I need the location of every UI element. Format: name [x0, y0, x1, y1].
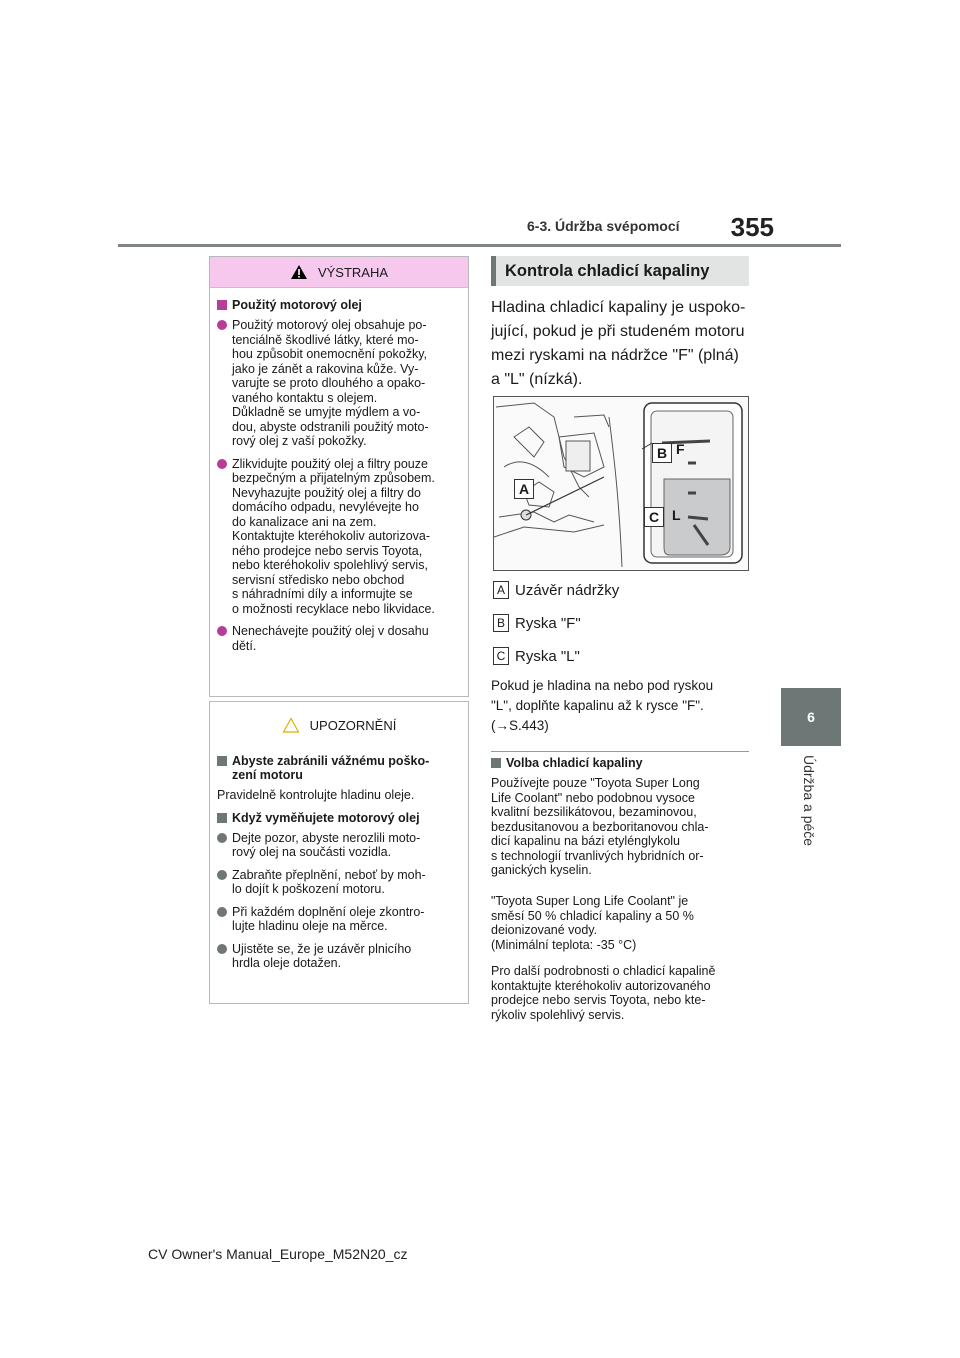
- refill-note: Pokud je hladina na nebo pod ryskou "L", doplňte kapalinu až k rysce "F". (→S.443): [491, 678, 714, 733]
- list-item-text: Dejte pozor, abyste nerozlili moto- rový olej na součásti vozidla.: [232, 830, 421, 859]
- chapter-tab: 6: [781, 688, 841, 746]
- legend-item: [493, 614, 581, 632]
- list-item: [217, 318, 460, 449]
- coolant-reservoir-illustration: [493, 396, 749, 571]
- square-bullet-icon: [217, 756, 227, 766]
- figure-label-a: A: [514, 479, 534, 499]
- legend-item: [493, 647, 580, 665]
- caution-heading-2: [217, 811, 460, 825]
- caution-box: [209, 701, 469, 1004]
- list-item-text: Ujistěte se, že je uzávěr plnicího hrdla oleje dotažen.: [232, 941, 412, 970]
- header-rule: [118, 244, 841, 247]
- figure-mark-l: L: [672, 507, 681, 523]
- list-item: [217, 942, 460, 971]
- warning-title: VÝSTRAHA: [317, 264, 389, 280]
- caution-heading-1-text: Abyste zabránili vážnému poško- zení motoru: [232, 754, 430, 782]
- warning-triangle-icon: [290, 264, 308, 280]
- figure-label-c: C: [644, 507, 664, 527]
- legend-tag: A: [493, 581, 509, 599]
- coolant-sub-heading-text: Volba chladicí kapaliny: [506, 756, 643, 770]
- coolant-paragraph-2: "Toyota Super Long Life Coolant" je směsí 50 % chladicí kapaliny a 50 % deionizované vody. (Minimální teplota: -35 °C): [491, 894, 694, 952]
- round-bullet-icon: [217, 907, 227, 917]
- legend-tag: B: [493, 614, 509, 632]
- warning-heading: [217, 298, 460, 312]
- round-bullet-icon: [217, 944, 227, 954]
- chapter-label-wrap: [781, 755, 841, 875]
- coolant-intro: Hladina chladicí kapaliny je uspoko- jující, pokud je při studeném motoru mezi ryskami na nádržce "F" (plná) a "L" (nízká).: [491, 299, 746, 388]
- list-item-text: Zabraňte přeplnění, neboť by moh- lo dojít k poškození motoru.: [232, 867, 426, 896]
- list-item-text: Použitý motorový olej obsahuje po- tenciálně škodlivé látky, které mo- hou způsobit onemocnění pokožky, jako je zánět a rakovina kůže. Vy- varujte se proto dlouhého a opako- vaného kontaktu s olejem. Důkladně se umyjte mýdlem a vo- dou, abyste odstranili použitý moto- rový olej z vaší pokožky.: [232, 318, 429, 448]
- section-title: 6-3. Údržba svépomocí: [527, 218, 680, 234]
- list-item-text: Zlikvidujte použitý olej a filtry pouze bezpečným a přijatelným způsobem. Nevyhazujte použitý olej a filtry do domácího odpadu, nevylévejte ho do kanalizace ani na zem. Kontaktujte kteréhokoliv autorizova- ného prodejce nebo servis Toyota, nebo kteréhokoliv spolehlivý servis, servisní středisko nebo obchod s náhradními díly a informujte se o možnosti recyklace nebo likvidace.: [232, 456, 435, 616]
- round-bullet-icon: [217, 870, 227, 880]
- caution-title: UPOZORNĚNÍ: [309, 717, 397, 733]
- coolant-section-heading: Kontrola chladicí kapaliny: [491, 256, 749, 286]
- caution-heading-2-text: Když vyměňujete motorový olej: [232, 810, 420, 825]
- caution-title-bar: [210, 702, 468, 748]
- square-bullet-icon: [217, 300, 227, 310]
- chapter-label: Údržba a péče: [801, 755, 817, 847]
- list-item-text: Nenechávejte použitý olej v dosahu dětí.: [232, 624, 429, 653]
- figure-label-b: B: [652, 443, 672, 463]
- figure-mark-f: F: [676, 441, 685, 457]
- caution-heading-1: [217, 754, 460, 782]
- coolant-sub-heading: [491, 756, 756, 770]
- round-bullet-icon: [217, 833, 227, 843]
- divider: [491, 751, 749, 752]
- list-item: [217, 457, 460, 617]
- coolant-paragraph-1: Používejte pouze "Toyota Super Long Life Coolant" nebo podobnou vysoce kvalitní bezsilikátovou, bezaminovou, bezdusitanovou a bezboritanovou chla- dicí kapalinu na bázi etylénglykolu s technologií trvanlivých hybridních or- ganických kyselin.: [491, 776, 709, 877]
- footer-doc-id: CV Owner's Manual_Europe_M52N20_cz: [148, 1246, 408, 1262]
- list-item: [217, 868, 460, 897]
- caution-paragraph: Pravidelně kontrolujte hladinu oleje.: [217, 788, 415, 802]
- legend-text: Uzávěr nádržky: [515, 581, 620, 599]
- legend-tag: C: [493, 647, 509, 665]
- legend-item: [493, 581, 619, 599]
- caution-triangle-icon: [282, 717, 300, 733]
- round-bullet-icon: [217, 320, 227, 330]
- warning-heading-text: Použitý motorový olej: [232, 298, 362, 312]
- warning-box: [209, 256, 469, 697]
- round-bullet-icon: [217, 459, 227, 469]
- list-item: [217, 831, 460, 860]
- list-item: [217, 624, 460, 653]
- square-bullet-icon: [491, 758, 501, 768]
- coolant-paragraph-3: Pro další podrobnosti o chladicí kapalině kontaktujte kteréhokoliv autorizovaného prodejce nebo servis Toyota, nebo kte- rýkoliv spolehlivý servis.: [491, 964, 716, 1022]
- square-bullet-icon: [217, 813, 227, 823]
- list-item: [217, 905, 460, 934]
- page-number: 355: [730, 212, 774, 242]
- legend-text: Ryska "F": [515, 614, 581, 632]
- legend-text: Ryska "L": [515, 647, 580, 665]
- list-item-text: Při každém doplnění oleje zkontro- lujte hladinu oleje na měrce.: [232, 904, 425, 933]
- warning-title-bar: [210, 257, 468, 288]
- round-bullet-icon: [217, 626, 227, 636]
